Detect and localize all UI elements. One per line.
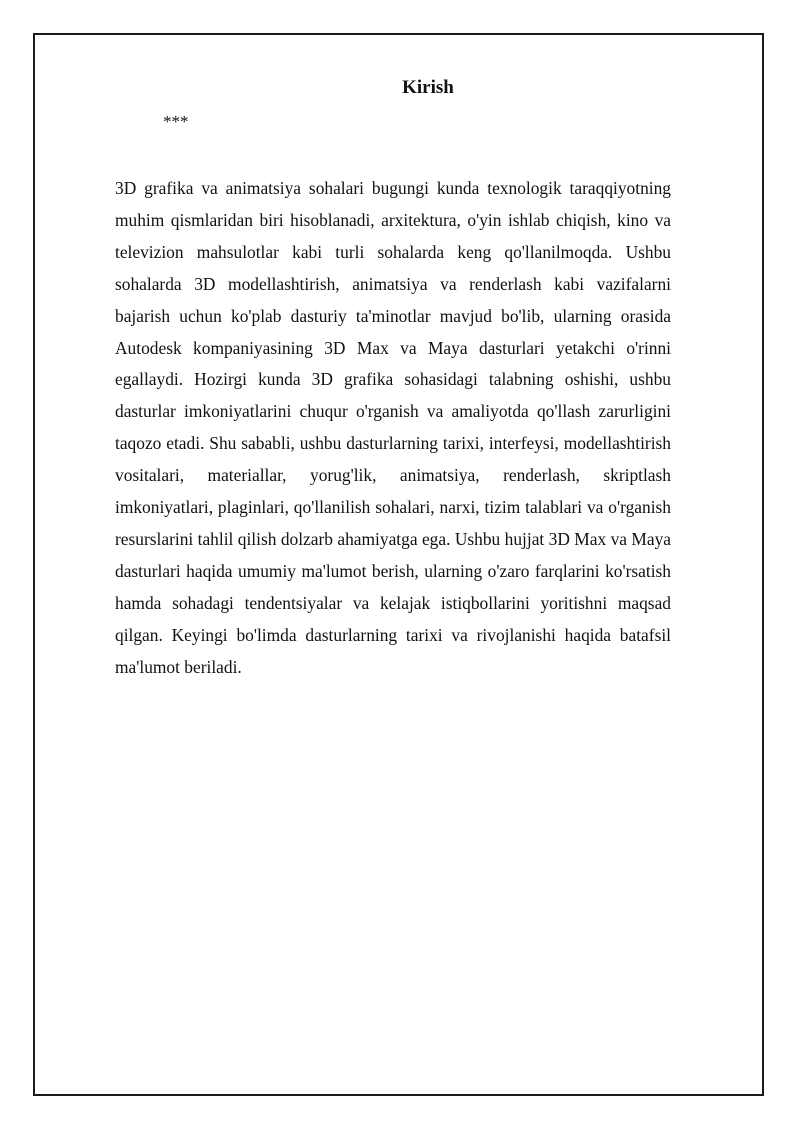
intro-paragraph: 3D grafika va animatsiya sohalari bugungi kunda texnologik taraqqiyotning muhim qismlaridan biri hisoblanadi, arxitektura, o'yin ishlab chiqish, kino va televizion mahsulotlar kabi turli sohalarda keng qo'llanilmoqda. Ushbu sohalarda 3D modellashtirish, animatsiya va renderlash kabi vazifalarni bajarish uchun ko'plab dasturiy ta'minotlar mavjud bo'lib, ularning orasida Autodesk kompaniyasining 3D Max va Maya dasturlari yetakchi o'rinni egallaydi. Hozirgi kunda 3D grafika sohasidagi talabning oshishi, ushbu dasturlar imkoniyatlarini chuqur o'rganish va amaliyotda qo'llash zarurligini taqozo etadi. Shu sababli, ushbu dasturlarning tarixi, interfeysi, modellashtirish vositalari, materiallar, yorug'lik, animatsiya, renderlash, skriptlash imkoniyatlari, plaginlari, qo'llanilish sohalari, narxi, tizim talablari va o'rganish resurslarini tahlil qilish dolzarb ahamiyatga ega. Ushbu hujjat 3D Max va Maya dasturlari haqida umumiy ma'lumot berish, ularning o'zaro farqlarini ko'rsatish hamda sohadagi tendentsiyalar va kelajak istiqbollarini yoritishni maqsad qilgan. Keyingi bo'limda dasturlarning tarixi va rivojlanishi haqida batafsil ma'lumot beriladi. [115,178,671,677]
page-title: Kirish [402,77,454,98]
section-separator: *** [163,112,189,131]
